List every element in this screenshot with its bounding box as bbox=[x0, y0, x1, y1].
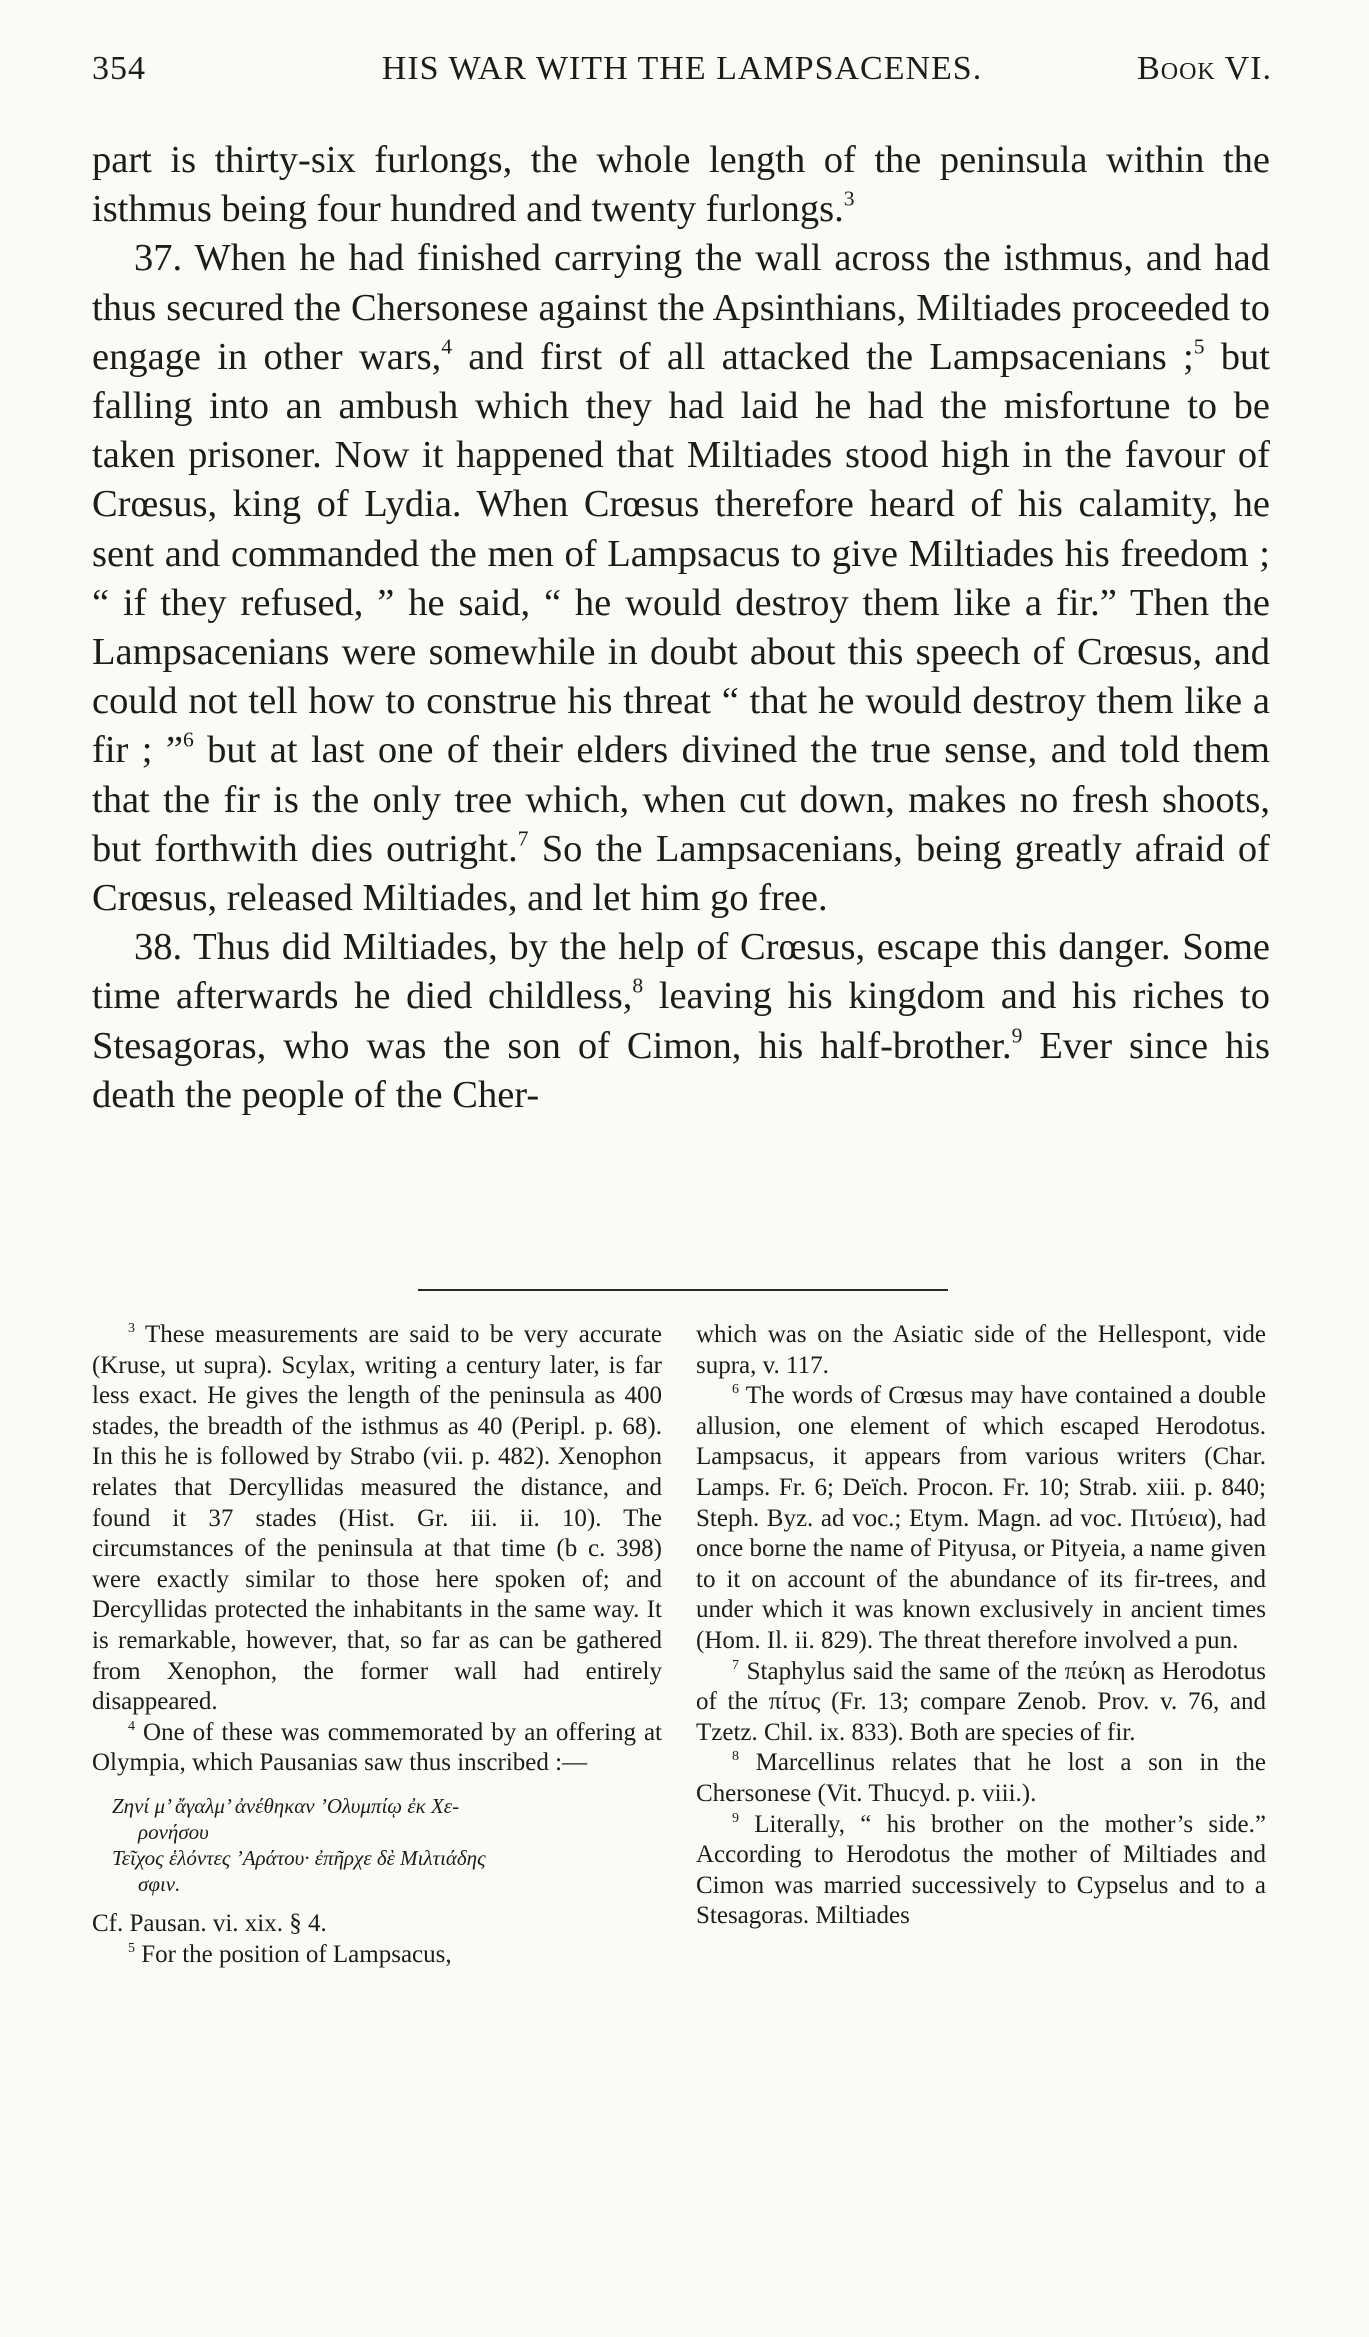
footnote-ref-7[interactable]: 7 bbox=[517, 826, 529, 851]
page-number: 354 bbox=[92, 50, 146, 87]
main-text bbox=[92, 136, 1270, 1120]
footnote-8: $^8$ Marcellinus relates that he lost a son in the Chersonese (Vit. Thucyd. p. viii.). bbox=[696, 1749, 1266, 1807]
footnote-ref-8[interactable]: 8 bbox=[632, 973, 644, 998]
footnote-ref-3[interactable]: 3 bbox=[843, 186, 855, 211]
footnote-9: $^9$ Literally, “ his brother on the mother’s side.” According to Herodotus the mother of Miltiades and Cimon was married successively to Cypselus and to a Stesagoras. Miltiades bbox=[696, 1810, 1266, 1930]
footnote-5: $^5$ For the position of Lampsacus, bbox=[128, 1940, 452, 1968]
footnote-5-continued: which was on the Asiatic side of the Hellespont, vide supra, v. 117. bbox=[696, 1321, 1266, 1379]
footnote-4-citation: Cf. Pausan. vi. xix. § 4. bbox=[92, 1909, 327, 1937]
footnote-6: $^6$ The words of Crœsus may have contained a double allusion, one element of which escaped Herodotus. Lampsacus, it appears from various writers (Char. Lamps. Fr. 6; Deïch. Procon. Fr. 10; Strab. xiii. p. 840; Steph. Byz. ad voc.; Etym. Magn. ad voc. Πιτύεια), had once borne the name of Pityusa, or Pityeia, a name given to it on account of the abundance of its fir-trees, and under which it was known exclusively in ancient times (Hom. Il. ii. 829). The threat therefore involved a pun. bbox=[696, 1382, 1266, 1654]
footnotes-left-column bbox=[92, 1320, 662, 1970]
running-header bbox=[92, 50, 1272, 98]
paragraph-38: 38. Thus did Miltiades, by the help of Crœsus, escape this danger. Some time afterwards he died childless,$^8$ leaving his kingdom and his riches to Stesagoras, who was the son of Cimon, his half-brother.$^9$ Ever since his death the people of the Cher- bbox=[92, 926, 1270, 1116]
running-title: HIS WAR WITH THE LAMPSACENES. bbox=[381, 50, 983, 87]
paragraph-37: 37. When he had finished carrying the wall across the isthmus, and had thus secured the Chersonese against the Apsinthians, Miltiades proceeded to engage in other wars,$^4$ and first of all attacked the Lampsacenians ;$^5$ but falling into an ambush which they had laid he had the misfortune to be taken prisoner. Now it happened that Miltiades stood high in the favour of Crœsus, king of Lydia. When Crœsus therefore heard of his calamity, he sent and commanded the men of Lampsacus to give Miltiades his freedom ; “ if they refused, ” he said, “ he would destroy them like a fir.” Then the Lampsacenians were somewhile in doubt about this speech of Crœsus, and could not tell how to construe his threat “ that he would destroy them like a fir ; ”$^6$ but at last one of their elders divined the true sense, and told them that the fir is the only tree which, when cut down, makes no fresh shoots, but forthwith dies outright.$^7$ So the Lampsacenians, being greatly afraid of Crœsus, released Miltiades, and let him go free. bbox=[92, 237, 1271, 920]
footnote-3: $^3$ These measurements are said to be very accurate (Kruse, ut supra). Scylax, writing a century later, is far less exact. He gives the length of the peninsula as 400 stades, the breadth of the isthmus as 40 (Peripl. p. 68). In this he is followed by Strabo (vii. p. 482). Xenophon relates that Dercyllidas measured the distance, and found it 37 stades (Hist. Gr. iii. ii. 10). The circumstances of the peninsula at that time (b c. 398) were exactly similar to those here spoken of; and Dercyllidas protected the inhabitants in the same way. It is remarkable, however, that, so far as can be gathered from Xenophon, the former wall had entirely disappeared. bbox=[92, 1320, 662, 1716]
footnotes-right-column bbox=[696, 1320, 1266, 1932]
greek-inscription: Ζηνί μ’ ἄγαλμ’ ἀνέθηκαν ’Ολυμπίῳ ἐκ Χε- ρονήσου Τεῖχος ἑλόντες ’Αράτου· ἐπῆρχε δὲ Μιλτιάδης σφιν. bbox=[112, 1793, 486, 1896]
footnote-ref-9[interactable]: 9 bbox=[1011, 1023, 1023, 1048]
footnote-7: $^7$ Staphylus said the same of the πεύκη as Herodotus of the πίτυς (Fr. 13; compare Zenob. Prov. v. 76, and Tzetz. Chil. ix. 833). Both are species of fir. bbox=[696, 1657, 1266, 1746]
footnote-ref-6[interactable]: 6 bbox=[182, 727, 194, 752]
footnote-4: $^4$ One of these was commemorated by an offering at Olympia, which Pausanias saw thus inscribed :— bbox=[92, 1718, 662, 1777]
paragraph-continued: part is thirty-six furlongs, the whole length of the peninsula within the isthmus being four hundred and twenty furlongs.$^3$ bbox=[92, 139, 1270, 231]
footnote-ref-5[interactable]: 5 bbox=[1193, 334, 1205, 359]
footnote-ref-4[interactable]: 4 bbox=[441, 334, 453, 359]
footnote-divider bbox=[418, 1289, 948, 1291]
book-label: Book VI. bbox=[1137, 50, 1272, 87]
